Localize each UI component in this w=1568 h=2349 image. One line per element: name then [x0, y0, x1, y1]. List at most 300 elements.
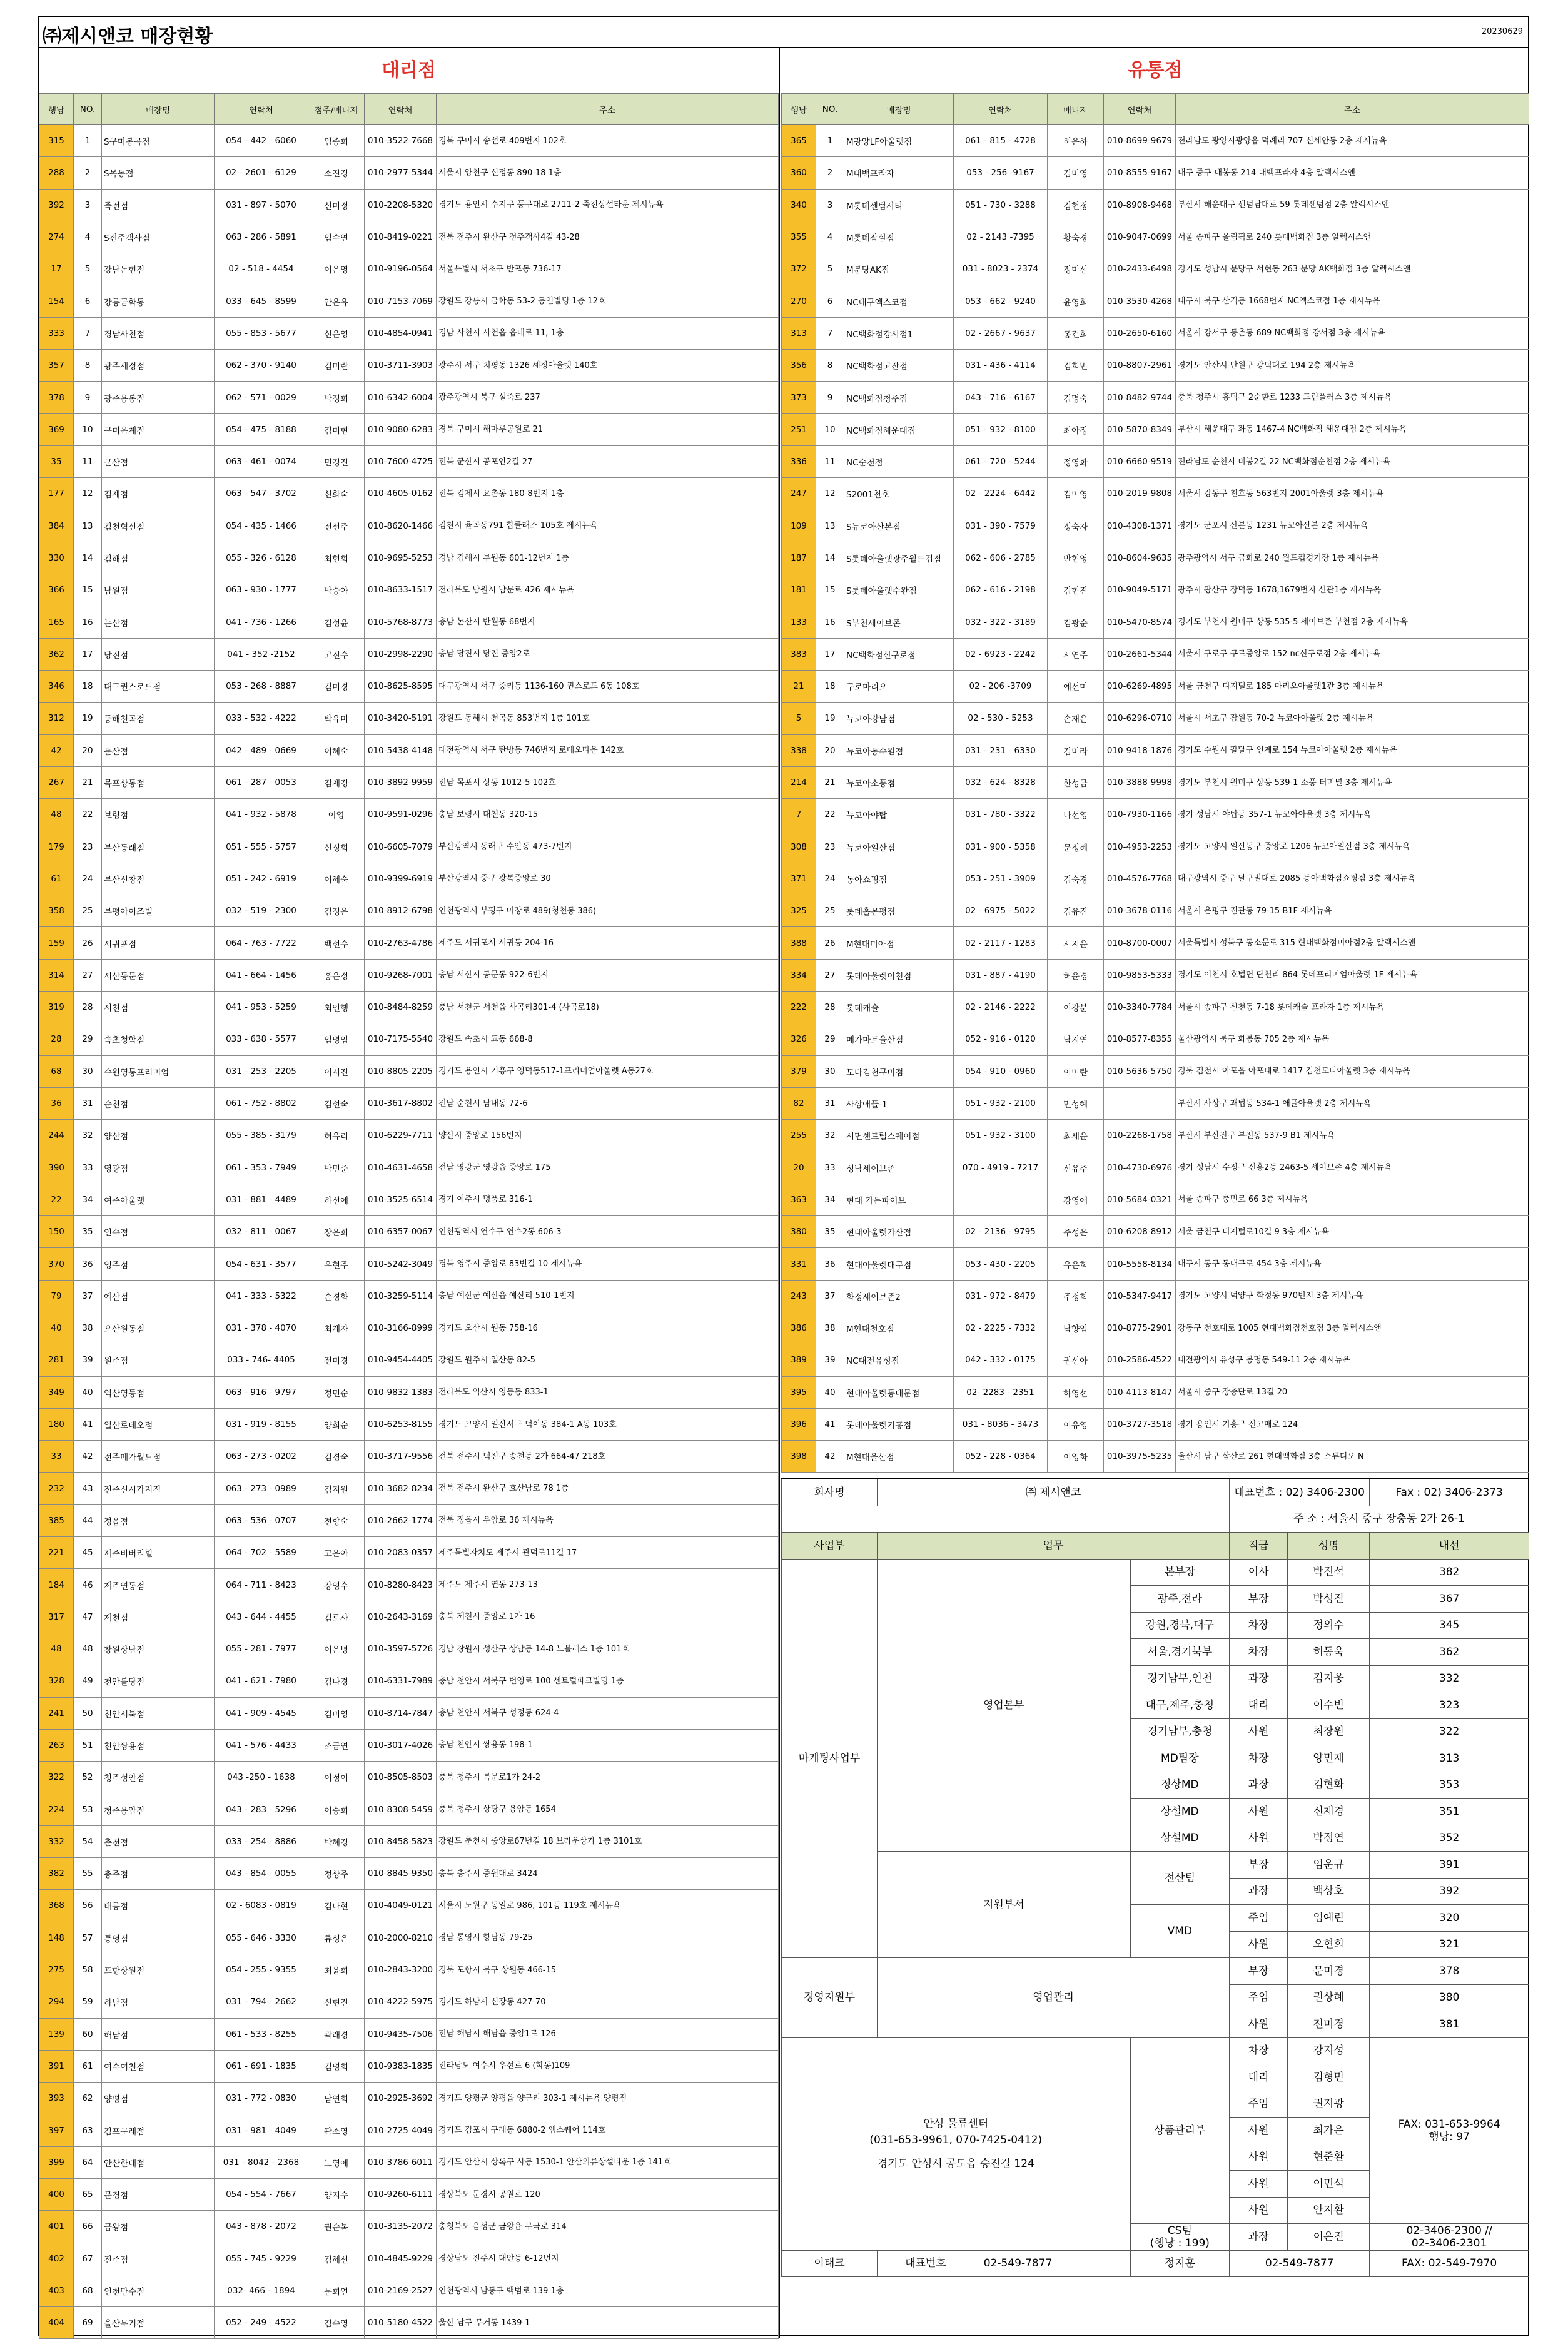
store-phone: 02 - 2117 - 1283 [954, 927, 1048, 959]
bag-number: 263 [39, 1729, 74, 1761]
manager-name: 박유미 [308, 703, 365, 734]
bag-number: 61 [39, 863, 74, 895]
row-number: 7 [74, 317, 102, 349]
staff-ext: 382 [1370, 1559, 1529, 1586]
store-address: 서울시 중구 장충단로 13길 20 [1176, 1376, 1529, 1408]
store-phone: 043 - 644 - 4455 [215, 1601, 308, 1633]
partner-phone-2: 02-549-7877 [1230, 2250, 1370, 2277]
staff-rank: 주임 [1230, 1905, 1288, 1932]
store-phone: 02 - 6083 - 0819 [215, 1890, 308, 1922]
store-phone: 02 - 2667 - 9637 [954, 317, 1048, 349]
store-phone: 02 - 206 -3709 [954, 671, 1048, 703]
table-row [39, 1376, 779, 1408]
manager-name: 신현진 [308, 1986, 365, 2018]
store-name: 서면센트럴스퀘어점 [844, 1120, 954, 1152]
store-address: 서울특별시 성북구 동소문로 315 현대백화점미아점2층 알렉시스앤 [1176, 927, 1529, 959]
store-address: 김천시 율곡동791 합클래스 105호 제시뉴욕 [437, 510, 779, 542]
cs-phone-1: 02-3406-2300 // [1406, 2224, 1492, 2237]
store-address: 경기도 양평군 양평읍 양근리 303-1 제시뉴욕 양평점 [437, 2083, 779, 2114]
table-row [782, 1376, 1529, 1408]
store-phone: 033 - 532 - 4222 [215, 703, 308, 734]
staff-ext: 352 [1370, 1825, 1529, 1852]
manager-name: 전향숙 [308, 1504, 365, 1536]
bag-number: 398 [782, 1441, 816, 1473]
staff-ext: 391 [1370, 1852, 1529, 1879]
column-header: 연락처 [365, 94, 437, 125]
store-address: 전북 정읍시 우암로 36 제시뉴욕 [437, 1504, 779, 1536]
manager-phone: 010-8845-9350 [365, 1858, 437, 1890]
store-phone: 055 - 646 - 3330 [215, 1922, 308, 1954]
manager-phone: 010-3525-6514 [365, 1184, 437, 1215]
row-number: 44 [74, 1504, 102, 1536]
cs-phone-2: 02-3406-2301 [1411, 2236, 1487, 2250]
partner-row [782, 2250, 1529, 2277]
store-name: 강남논현점 [102, 253, 215, 285]
row-number: 22 [74, 799, 102, 831]
store-name: 수원영통프리미엄 [102, 1055, 215, 1087]
staff-dept: 정상MD [1130, 1772, 1230, 1799]
manager-name: 신유주 [1048, 1152, 1104, 1184]
staff-dept: 상설MD [1130, 1799, 1230, 1825]
store-address: 부산시 부산진구 부전동 537-9 B1 제시뉴욕 [1176, 1120, 1529, 1152]
store-name: 사상애플-1 [844, 1087, 954, 1119]
store-name: 롯데아울렛기흥점 [844, 1408, 954, 1440]
row-number: 11 [74, 445, 102, 477]
bag-number: 357 [39, 350, 74, 382]
manager-name: 허유리 [308, 1120, 365, 1152]
store-phone: 02 - 530 - 5253 [954, 703, 1048, 734]
manager-phone: 010-3617-8802 [365, 1087, 437, 1119]
manager-phone: 010-7153-7069 [365, 285, 437, 317]
table-row [782, 1248, 1529, 1280]
store-name: 김해점 [102, 542, 215, 574]
store-name: 현대아울렛대구점 [844, 1248, 954, 1280]
store-phone: 061 - 287 - 0053 [215, 766, 308, 798]
vmd-team: VMD [1130, 1905, 1230, 1958]
staff-ext: 332 [1370, 1665, 1529, 1692]
staff-rank: 부장 [1230, 1852, 1288, 1879]
sheet-header [39, 17, 1528, 48]
staff-name: 전미경 [1288, 2011, 1370, 2038]
store-address: 부산시 사상구 괘법동 534-1 애플아울렛 2층 제시뉴욕 [1176, 1087, 1529, 1119]
staff-rank: 사원 [1230, 1825, 1288, 1852]
store-address: 전북 전주시 완산구 전주객사4길 43-28 [437, 221, 779, 253]
bag-number: 365 [782, 125, 816, 157]
store-address: 부산광역시 동래구 수안동 473-7번지 [437, 831, 779, 863]
manager-phone: 010-6331-7989 [365, 1665, 437, 1697]
manager-name: 나선영 [1048, 799, 1104, 831]
table-row [39, 1665, 779, 1697]
manager-phone: 010-2725-4049 [365, 2114, 437, 2146]
store-name: 뉴코아소풍점 [844, 766, 954, 798]
document-date: 20230629 [1481, 27, 1523, 36]
row-number: 20 [74, 734, 102, 766]
bag-number: 165 [39, 606, 74, 638]
table-row [39, 189, 779, 221]
manager-name: 손재은 [1048, 703, 1104, 734]
table-row [39, 766, 779, 798]
store-name: 메가마트울산점 [844, 1023, 954, 1055]
store-phone: 064 - 763 - 7722 [215, 927, 308, 959]
store-name: 원주점 [102, 1344, 215, 1376]
row-number: 7 [816, 317, 844, 349]
store-address: 서울 금천구 디지털로 185 마리오아울렛1관 3층 제시뉴욕 [1176, 671, 1529, 703]
bag-number: 393 [39, 2083, 74, 2114]
store-name: M현대미아점 [844, 927, 954, 959]
store-name: 인천만수점 [102, 2275, 215, 2306]
store-name: 롯데캐슬 [844, 992, 954, 1023]
staff-name: 강지성 [1288, 2037, 1370, 2064]
store-phone: 032 - 322 - 3189 [954, 606, 1048, 638]
manager-phone: 010-9399-6919 [365, 863, 437, 895]
table-row [782, 253, 1529, 285]
store-name: 김제점 [102, 478, 215, 510]
table-row [39, 1280, 779, 1312]
table-row [39, 703, 779, 734]
manager-name: 최계자 [308, 1312, 365, 1344]
agency-table [39, 93, 779, 2339]
staff-name: 권지광 [1288, 2091, 1370, 2118]
store-address: 전북 전주시 덕진구 송천동 2가 664-47 218호 [437, 1441, 779, 1473]
row-number: 28 [816, 992, 844, 1023]
column-header: 행낭 [39, 94, 74, 125]
row-number: 63 [74, 2114, 102, 2146]
store-phone: 02 - 2143 -7395 [954, 221, 1048, 253]
manager-phone: 010-8555-9167 [1104, 157, 1176, 189]
table-row [782, 895, 1529, 927]
row-number: 41 [816, 1408, 844, 1440]
store-name: 경남사천점 [102, 317, 215, 349]
staff-ext: 320 [1370, 1905, 1529, 1932]
org-header: 사업부 [782, 1533, 878, 1560]
store-phone: 031 - 881 - 4489 [215, 1184, 308, 1215]
manager-name: 정영화 [1048, 445, 1104, 477]
manager-phone: 010-2000-8210 [365, 1922, 437, 1954]
table-row [39, 2114, 779, 2146]
manager-phone: 010-2763-4786 [365, 927, 437, 959]
manager-name: 이시진 [308, 1055, 365, 1087]
logistics-center [782, 2037, 1131, 2250]
manager-name: 김미현 [308, 413, 365, 445]
manager-phone: 010-9080-6283 [365, 413, 437, 445]
logistics-fax [1370, 2037, 1529, 2224]
bag-number: 247 [782, 478, 816, 510]
store-phone: 031 - 900 - 5358 [954, 831, 1048, 863]
manager-name: 양지수 [308, 2179, 365, 2211]
bag-number: 222 [782, 992, 816, 1023]
manager-phone: 010-2925-3692 [365, 2083, 437, 2114]
manager-phone: 010-5180-4522 [365, 2307, 437, 2339]
table-row [782, 766, 1529, 798]
store-status-sheet [38, 16, 1529, 2336]
staff-dept: 광주,전라 [1130, 1586, 1230, 1613]
store-address: 경기도 성남시 분당구 서현동 263 분당 AK백화점 3층 알렉시스앤 [1176, 253, 1529, 285]
manager-name: 김경숙 [308, 1441, 365, 1473]
manager-name: 최세윤 [1048, 1120, 1104, 1152]
store-address: 서울시 송파구 신천동 7-18 롯데캐슬 프라자 1층 제시뉴욕 [1176, 992, 1529, 1023]
store-phone: 055 - 281 - 7977 [215, 1633, 308, 1665]
manager-name: 신정희 [308, 831, 365, 863]
manager-phone: 010-4605-0162 [365, 478, 437, 510]
manager-phone: 010-9591-0296 [365, 799, 437, 831]
store-name: NC백화점강서점1 [844, 317, 954, 349]
staff-ext: 380 [1370, 1984, 1529, 2011]
bag-number: 177 [39, 478, 74, 510]
cs-team [1130, 2224, 1230, 2251]
store-name: 영광점 [102, 1152, 215, 1184]
store-address: 경기 성남시 야탑동 357-1 뉴코아아울렛 3층 제시뉴욕 [1176, 799, 1529, 831]
store-phone: 054 - 631 - 3577 [215, 1248, 308, 1280]
bag-number: 389 [782, 1344, 816, 1376]
bag-number: 5 [782, 703, 816, 734]
store-phone: 02 - 2146 - 2222 [954, 992, 1048, 1023]
manager-phone: 010-8775-2901 [1104, 1312, 1176, 1344]
store-address: 울산광역시 북구 화봉동 705 2층 제시뉴욕 [1176, 1023, 1529, 1055]
manager-phone: 010-9695-5253 [365, 542, 437, 574]
store-phone: 052 - 249 - 4522 [215, 2307, 308, 2339]
manager-name: 박혜경 [308, 1825, 365, 1857]
table-row [39, 734, 779, 766]
manager-phone: 010-8805-2205 [365, 1055, 437, 1087]
table-row [39, 2275, 779, 2306]
table-row [39, 350, 779, 382]
table-row [39, 1729, 779, 1761]
bag-number: 391 [39, 2050, 74, 2082]
store-name: 문경점 [102, 2179, 215, 2211]
manager-name: 곽소영 [308, 2114, 365, 2146]
manager-name: 하선애 [308, 1184, 365, 1215]
row-number: 16 [74, 606, 102, 638]
bag-number: 336 [782, 445, 816, 477]
store-phone: 031 - 8042 - 2368 [215, 2146, 308, 2178]
store-name: S부천세이브존 [844, 606, 954, 638]
bag-number: 275 [39, 1954, 74, 1986]
table-row [782, 125, 1529, 157]
store-name: 동아쇼핑점 [844, 863, 954, 895]
table-row [39, 2307, 779, 2339]
staff-dept: 강원,경북,대구 [1130, 1612, 1230, 1639]
manager-phone: 010-4308-1371 [1104, 510, 1176, 542]
manager-phone: 010-7930-1166 [1104, 799, 1176, 831]
row-number: 33 [74, 1152, 102, 1184]
manager-phone: 010-3135-2072 [365, 2211, 437, 2243]
manager-phone: 010-4113-8147 [1104, 1376, 1176, 1408]
manager-name: 이영 [308, 799, 365, 831]
row-number: 59 [74, 1986, 102, 2018]
table-row [782, 1280, 1529, 1312]
store-phone: 041 - 352 -2152 [215, 638, 308, 670]
store-name: 안산한대점 [102, 2146, 215, 2178]
table-row [39, 2243, 779, 2275]
table-row [782, 1312, 1529, 1344]
staff-rank: 사원 [1230, 1718, 1288, 1745]
store-phone: 062 - 571 - 0029 [215, 382, 308, 413]
store-address: 경기도 고양시 일산서구 덕이동 384-1 A동 103호 [437, 1408, 779, 1440]
bag-number: 403 [39, 2275, 74, 2306]
row-number: 39 [816, 1344, 844, 1376]
table-row [39, 1922, 779, 1954]
org-header: 업무 [878, 1533, 1230, 1560]
store-phone: 043 - 716 - 6167 [954, 382, 1048, 413]
column-header: 매장명 [102, 94, 215, 125]
staff-name: 엄예린 [1288, 1905, 1370, 1932]
staff-ext: 351 [1370, 1799, 1529, 1825]
manager-phone: 010-5438-4148 [365, 734, 437, 766]
table-row [39, 959, 779, 991]
bag-number: 148 [39, 1922, 74, 1954]
manager-name: 민경진 [308, 445, 365, 477]
manager-phone: 010-3259-5114 [365, 1280, 437, 1312]
manager-name: 박정희 [308, 382, 365, 413]
sales-hq: 영업본부 [878, 1559, 1131, 1852]
staff-row [782, 1958, 1529, 1985]
table-row [782, 1344, 1529, 1376]
staff-ext: 353 [1370, 1772, 1529, 1799]
manager-phone: 010-6342-6004 [365, 382, 437, 413]
staff-rank: 주임 [1230, 1984, 1288, 2011]
store-address: 대구시 동구 동대구로 454 3층 제시뉴욕 [1176, 1248, 1529, 1280]
manager-phone: 010-4222-5975 [365, 1986, 437, 2018]
store-address: 인천광역시 연수구 연수2동 606-3 [437, 1216, 779, 1248]
manager-name: 김명숙 [1048, 382, 1104, 413]
staff-rank: 차장 [1230, 1639, 1288, 1666]
row-number: 3 [816, 189, 844, 221]
store-name: 예산점 [102, 1280, 215, 1312]
bag-number: 68 [39, 1055, 74, 1087]
bag-number: 243 [782, 1280, 816, 1312]
row-number: 5 [74, 253, 102, 285]
store-phone: 043 - 854 - 0055 [215, 1858, 308, 1890]
store-name: 대구퀸스로드점 [102, 671, 215, 703]
store-name: 서산동문점 [102, 959, 215, 991]
row-number: 29 [816, 1023, 844, 1055]
main-phone: 대표번호 : 02) 3406-2300 [1230, 1479, 1370, 1506]
bag-number: 328 [39, 1665, 74, 1697]
bag-number: 322 [39, 1762, 74, 1793]
staff-name: 김형민 [1288, 2064, 1370, 2091]
column-header: 연락처 [954, 94, 1048, 125]
column-header: 매장명 [844, 94, 954, 125]
store-address: 충북 청주시 흥덕구 2순환로 1233 드림플러스 3층 제시뉴욕 [1176, 382, 1529, 413]
store-name: 해남점 [102, 2018, 215, 2050]
manager-name: 박승아 [308, 574, 365, 606]
row-number: 5 [816, 253, 844, 285]
bag-number: 326 [782, 1023, 816, 1055]
table-row [782, 831, 1529, 863]
manager-name: 양희순 [308, 1408, 365, 1440]
store-phone: 031 - 390 - 7579 [954, 510, 1048, 542]
store-address: 울산시 남구 삼산로 261 현대백화점 3층 스튜디오 N [1176, 1441, 1529, 1473]
manager-name: 이유영 [1048, 1408, 1104, 1440]
manager-phone: 010-3530-4268 [1104, 285, 1176, 317]
manager-name: 김현진 [1048, 574, 1104, 606]
store-address: 충북 청주시 북문로1가 24-2 [437, 1762, 779, 1793]
store-name: S롯데아울렛수완점 [844, 574, 954, 606]
cs-team-label: CS팀 [1167, 2224, 1192, 2237]
row-number: 31 [74, 1087, 102, 1119]
store-address: 광주시 서구 치평동 1326 세정아울렛 140호 [437, 350, 779, 382]
row-number: 15 [74, 574, 102, 606]
table-row [39, 2083, 779, 2114]
manager-name: 남지연 [1048, 1023, 1104, 1055]
table-row [39, 1537, 779, 1569]
staff-ext: 362 [1370, 1639, 1529, 1666]
manager-name: 최윤희 [308, 1954, 365, 1986]
cs-name: 이은진 [1288, 2224, 1370, 2251]
store-address: 강원도 강릉시 금학동 53-2 동인빌딩 1층 12호 [437, 285, 779, 317]
row-number: 34 [74, 1184, 102, 1215]
manager-name: 이승희 [308, 1793, 365, 1825]
table-row [39, 445, 779, 477]
store-phone: 041 - 953 - 5259 [215, 992, 308, 1023]
table-row [39, 2018, 779, 2050]
store-address: 부산광역시 중구 광복중앙로 30 [437, 863, 779, 895]
manager-phone: 010-5558-8134 [1104, 1248, 1176, 1280]
table-row [39, 1504, 779, 1536]
partner-company: 이태크 [782, 2250, 878, 2277]
row-number: 55 [74, 1858, 102, 1890]
row-number: 56 [74, 1890, 102, 1922]
store-address: 서울시 강서구 등촌동 689 NC백화점 강서점 3층 제시뉴욕 [1176, 317, 1529, 349]
row-number: 34 [816, 1184, 844, 1215]
row-number: 46 [74, 1569, 102, 1601]
staff-name: 신재경 [1288, 1799, 1370, 1825]
bag-number: 313 [782, 317, 816, 349]
store-phone: 041 - 664 - 1456 [215, 959, 308, 991]
manager-name: 김미영 [308, 1697, 365, 1729]
bag-number: 360 [782, 157, 816, 189]
bag-number: 281 [39, 1344, 74, 1376]
store-phone: 042 - 332 - 0175 [954, 1344, 1048, 1376]
row-number: 31 [816, 1087, 844, 1119]
table-row [39, 317, 779, 349]
table-row [782, 189, 1529, 221]
manager-phone: 010-3678-0116 [1104, 895, 1176, 927]
store-address: 강원도 원주시 일산동 82-5 [437, 1344, 779, 1376]
store-name: S전주객사점 [102, 221, 215, 253]
manager-name: 김로사 [308, 1601, 365, 1633]
bag-number: 150 [39, 1216, 74, 1248]
staff-name: 이수빈 [1288, 1692, 1370, 1719]
store-name: 롯데홀몬평점 [844, 895, 954, 927]
store-name: 양평점 [102, 2083, 215, 2114]
store-name: 김천혁신점 [102, 510, 215, 542]
bag-number: 334 [782, 959, 816, 991]
table-row [39, 1954, 779, 1986]
table-row [39, 895, 779, 927]
manager-phone: 010-3340-7784 [1104, 992, 1176, 1023]
store-address: 경기도 용인시 기흥구 영덕동517-1프리미엄아울렛 A동27호 [437, 1055, 779, 1087]
store-address: 서울 금천구 디지털로10길 9 3층 제시뉴욕 [1176, 1216, 1529, 1248]
store-address: 충남 보령시 대천동 320-15 [437, 799, 779, 831]
row-number: 23 [74, 831, 102, 863]
staff-row [782, 1852, 1529, 1879]
row-number: 4 [816, 221, 844, 253]
manager-phone: 010-2433-6498 [1104, 253, 1176, 285]
row-number: 27 [74, 959, 102, 991]
manager-name: 문정혜 [1048, 831, 1104, 863]
manager-name: 최현희 [308, 542, 365, 574]
manager-name: 허은하 [1048, 125, 1104, 157]
store-phone: 033 - 746- 4405 [215, 1344, 308, 1376]
bag-number: 356 [782, 350, 816, 382]
table-row [39, 478, 779, 510]
bag-number: 159 [39, 927, 74, 959]
store-name: 오산원동점 [102, 1312, 215, 1344]
bag-number: 28 [39, 1023, 74, 1055]
manager-phone: 010-5768-8773 [365, 606, 437, 638]
row-number: 21 [816, 766, 844, 798]
